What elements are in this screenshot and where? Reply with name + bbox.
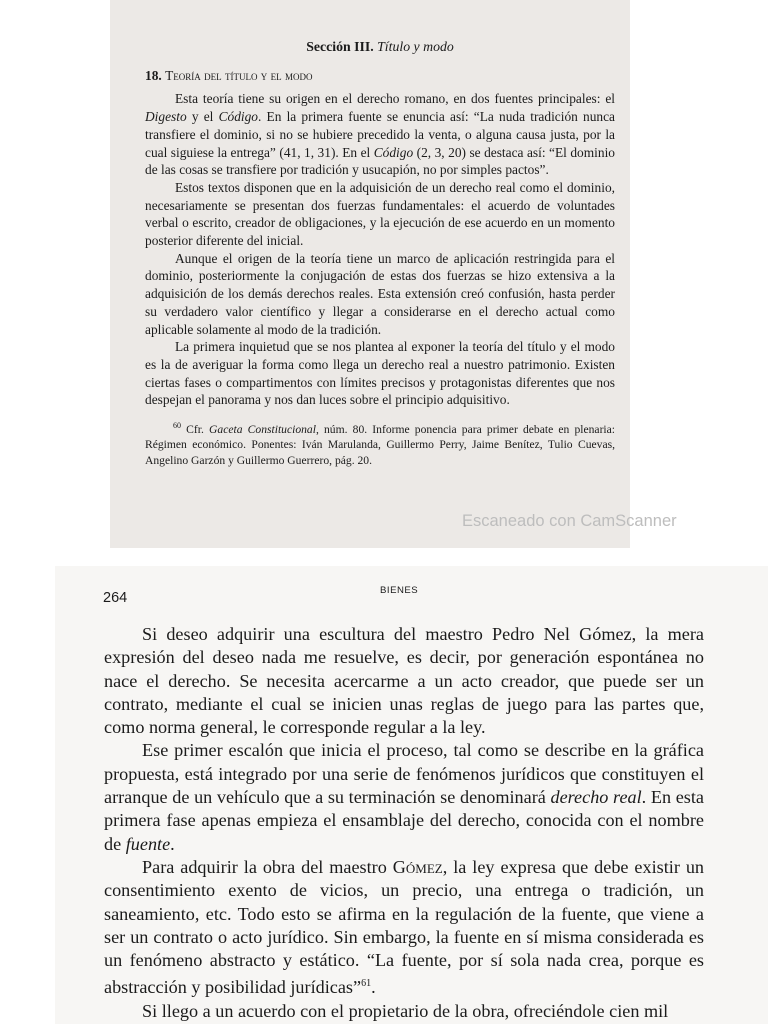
- bottom-paragraphs: [104, 623, 704, 1023]
- italic-run: derecho real: [550, 787, 642, 808]
- scanner-watermark: Escaneado con CamScanner: [462, 512, 677, 530]
- text-run: .: [170, 833, 175, 854]
- italic-run: Gaceta Constitucional: [209, 422, 316, 436]
- body-paragraph: [104, 739, 704, 855]
- top-paragraphs: [145, 90, 615, 409]
- text-run: Cfr.: [181, 422, 210, 436]
- text-run: Aunque el origen de la teoría tiene un marco de aplicación restringida para el dominio, posteriormente la conjugación de estas dos fuerzas se hizo extensiva a la adquisición de los demás derechos reales. Esta extensión creó confusión, hasta perder su verdadero valor científico y llegar a considerarse en el derecho actual como aplicable solamente al modo de la tradición.: [145, 250, 615, 337]
- page-number: 264: [103, 590, 128, 606]
- section-heading: [145, 38, 615, 56]
- footnote-ref: 60: [173, 421, 181, 431]
- text-run: La primera inquietud que se nos plantea al exponer la teoría del título y el modo es la de averiguar la forma como llega un derecho real a nuestro patrimonio. Existen ciertas fases o compartimentos con límites precisos y protagonistas diferentes que nos despejan el panorama y nos dan luces sobre el principio adquisitivo.: [145, 339, 615, 408]
- text-run: . En esta primera fase apenas empieza el ensamblaje del derecho, conocida con el nombre de: [104, 787, 705, 854]
- section-label: Sección III.: [306, 39, 374, 54]
- body-paragraph: [104, 1000, 704, 1023]
- text-run: Estos textos disponen que en la adquisición de un derecho real como el dominio, necesariamente se presentan dos fuerzas fundamentales: el acuerdo de voluntades verbal o escrito, creador de obligaciones, y la ejecución de ese acuerdo en un momento posterior diferente del inicial.: [145, 179, 615, 249]
- text-run: Para adquirir la obra del maestro: [142, 856, 393, 877]
- footnote-ref: 61: [361, 978, 372, 990]
- text-run: Esta teoría tiene su origen en el derecho romano, en dos fuentes principales: el: [175, 91, 615, 107]
- italic-run: Digesto: [145, 109, 187, 125]
- section-title: Título y modo: [377, 39, 454, 54]
- top-page-content: [145, 38, 615, 468]
- body-paragraph: [104, 856, 704, 1000]
- italic-run: fuente: [125, 833, 171, 854]
- footnote: [145, 418, 615, 468]
- text-run: Si llego a un acuerdo con el propietario de la obra, ofreciéndole cien mil: [142, 1000, 669, 1021]
- text-run: y el: [186, 109, 219, 125]
- text-run: .: [371, 977, 376, 998]
- italic-run: Código: [218, 109, 258, 125]
- text-run: . En la primera fuente se enuncia así: “La nuda tradición nunca transfiere el dominio, si no se hubiere precedido la venta, o alguna causa justa, por la cual siguiese la entrega” (41, 1, 31). En el: [145, 109, 615, 160]
- top-paragraph: [145, 179, 615, 250]
- text-run: Ese primer escalón que inicia el proceso, tal como se describe en la gráfica propuesta, está integrado por una serie de fenómenos jurídicos que constituyen el arranque de un vehículo que a su terminación se denominará: [104, 740, 704, 808]
- subheading-number: 18.: [145, 67, 162, 83]
- text-run: Si deseo adquirir una escultura del maestro Pedro Nel Gómez, la mera expresión del deseo nada me resuelve, es decir, por generación espontánea no nace el derecho. Se necesita acercarme a un acto creador, que puede ser un contrato, mediante el cual se inicien unas reglas de juego para las partes que, como norma general, le corresponde regular a la ley.: [104, 624, 704, 738]
- text-run: (2, 3, 20) se destaca así: “El dominio de las cosas se transfiere por tradición y usucapión, no por simples pactos”.: [145, 144, 615, 178]
- small-caps-run: Gómez: [392, 856, 443, 877]
- subheading-text: Teoría del título y el modo: [165, 67, 313, 83]
- text-run: , núm. 80. Informe ponencia para primer debate en plenaria: Régimen económico. Ponentes: Iván Marulanda, Guillermo Perry, Jaime Benítez, Tulio Cuevas, Angelino Garzón y Guillermo Guerrero, pág. 20.: [145, 422, 616, 467]
- text-run: , la ley expresa que debe existir un consentimiento exento de vicios, un precio, una entrega o tradición, un saneamiento, etc. Todo esto se afirma en la regulación de la fuente, que viene a ser un contrato o acto jurídico. Sin embargo, la fuente en sí misma considerada es un fenómeno abstracto y estático. “La fuente, por sí sola nada crea, porque es abstracción y posibilidad jurídicas”: [104, 856, 705, 998]
- italic-run: Código: [373, 144, 414, 160]
- body-paragraph: [104, 623, 704, 739]
- running-head: BIENES: [380, 585, 419, 596]
- subheading: [145, 67, 615, 85]
- top-paragraph: [145, 90, 615, 179]
- top-paragraph: [145, 338, 615, 409]
- top-paragraph: [145, 250, 615, 339]
